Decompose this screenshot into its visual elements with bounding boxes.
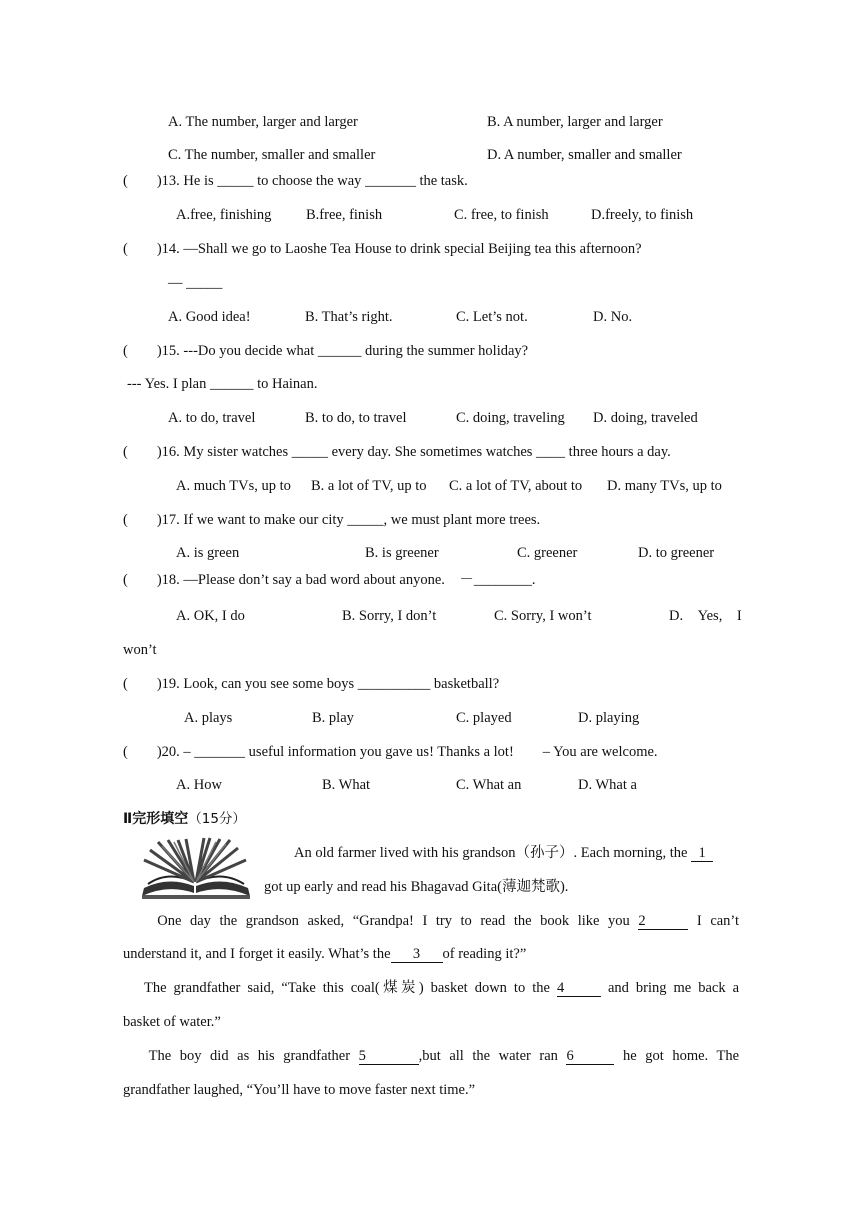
q14-option-c: C. Let’s not.: [456, 309, 528, 325]
section-title: Ⅱ完形填空: [123, 811, 189, 827]
question-17: ( )17. If we want to make our city _____, we must plant more trees.: [123, 512, 541, 528]
q14-option-d: D. No.: [593, 309, 633, 325]
question-number: ( )14.: [123, 241, 180, 257]
q12-option-d: D. A number, smaller and smaller: [487, 147, 682, 163]
q15-option-c: C. doing, traveling: [456, 410, 565, 426]
passage-line-1: An old farmer lived with his grandson（孙子）. Each morning, the 1: [294, 843, 713, 863]
q19-option-b: B. play: [312, 710, 354, 726]
q16-option-c: C. a lot of TV, about to: [449, 478, 583, 494]
q18-option-a: A. OK, I do: [176, 608, 245, 624]
q13-option-d: D.freely, to finish: [591, 207, 694, 223]
question-number: ( )18.: [123, 572, 180, 588]
q17-option-c: C. greener: [517, 545, 578, 561]
q12-option-b: B. A number, larger and larger: [487, 114, 663, 130]
blank-6: 6: [566, 1048, 614, 1065]
q13-option-a: A.free, finishing: [176, 207, 272, 223]
q14-option-b: B. That’s right.: [305, 309, 393, 325]
q16-option-a: A. much TVs, up to: [176, 478, 291, 494]
blank-4: 4: [557, 980, 601, 997]
q13-option-b: B.free, finish: [306, 207, 383, 223]
passage-line-2: got up early and read his Bhagavad Gita(薄迦梵歌).: [264, 879, 569, 895]
question-16: ( )16. My sister watches _____ every day. She sometimes watches ____ three hours a day.: [123, 444, 671, 460]
question-13: ( )13. He is _____ to choose the way _______ the task.: [123, 173, 468, 189]
q18-option-b: B. Sorry, I don’t: [342, 608, 437, 624]
q14-reply: — _____: [168, 275, 223, 291]
question-19: ( )19. Look, can you see some boys __________ basketball?: [123, 676, 500, 692]
blank-5: 5: [359, 1048, 419, 1065]
question-number: ( )19.: [123, 676, 180, 692]
question-number: ( )20.: [123, 744, 180, 760]
section-score: （15分）: [188, 811, 246, 827]
q17-option-a: A. is green: [176, 545, 240, 561]
q19-option-d: D. playing: [578, 710, 640, 726]
q20-option-d: D. What a: [578, 777, 637, 793]
q16-option-d: D. many TVs, up to: [607, 478, 722, 494]
q18-option-d: D. Yes, I: [669, 608, 742, 624]
passage-line-8: grandfather laughed, “You’ll have to move faster next time.”: [123, 1082, 476, 1098]
q15-reply: --- Yes. I plan ______ to Hainan.: [127, 376, 318, 392]
passage-line-3: One day the grandson asked, “Grandpa! I try to read the book like you 2 I can’t: [157, 913, 740, 929]
q20-option-a: A. How: [176, 777, 222, 793]
q18-option-d-wrap: won’t: [123, 642, 157, 658]
passage-line-5: The grandfather said, “Take this coal(煤炭) basket down to the 4 and bring me back a: [144, 980, 740, 996]
q20-option-b: B. What: [322, 777, 371, 793]
passage-line-4: understand it, and I forget it easily. What’s the 3 of reading it?”: [123, 946, 527, 962]
question-number: ( )15.: [123, 343, 180, 359]
question-number: ( )13.: [123, 173, 180, 189]
q12-option-a: A. The number, larger and larger: [168, 114, 358, 130]
q15-option-a: A. to do, travel: [168, 410, 256, 426]
q19-option-c: C. played: [456, 710, 512, 726]
question-number: ( )16.: [123, 444, 180, 460]
q19-option-a: A. plays: [184, 710, 233, 726]
blank-2: 2: [638, 913, 688, 930]
passage-line-6: basket of water.”: [123, 1014, 221, 1030]
open-book-picture: [138, 836, 254, 900]
q18-option-c: C. Sorry, I won’t: [494, 608, 592, 624]
q15-option-b: B. to do, to travel: [305, 410, 407, 426]
question-14: ( )14. —Shall we go to Laoshe Tea House to drink special Beijing tea this afternoon?: [123, 241, 642, 257]
q13-option-c: C. free, to finish: [454, 207, 549, 223]
passage-line-7: The boy did as his grandfather 5 ,but all the water ran 6 he got home. The: [148, 1048, 740, 1064]
blank-1: 1: [691, 845, 713, 862]
question-20: ( )20. – _______ useful information you gave us! Thanks a lot! – You are welcome.: [123, 744, 658, 760]
question-18: ( )18. —Please don’t say a bad word about anyone. －________.: [123, 572, 536, 588]
question-15: ( )15. ---Do you decide what ______ during the summer holiday?: [123, 343, 529, 359]
q20-option-c: C. What an: [456, 777, 522, 793]
blank-3: 3: [391, 946, 443, 963]
q12-option-c: C. The number, smaller and smaller: [168, 147, 376, 163]
q17-option-d: D. to greener: [638, 545, 715, 561]
section-heading: [123, 809, 246, 829]
question-number: ( )17.: [123, 512, 180, 528]
q15-option-d: D. doing, traveled: [593, 410, 698, 426]
q17-option-b: B. is greener: [365, 545, 439, 561]
q14-option-a: A. Good idea!: [168, 309, 251, 325]
q16-option-b: B. a lot of TV, up to: [311, 478, 427, 494]
